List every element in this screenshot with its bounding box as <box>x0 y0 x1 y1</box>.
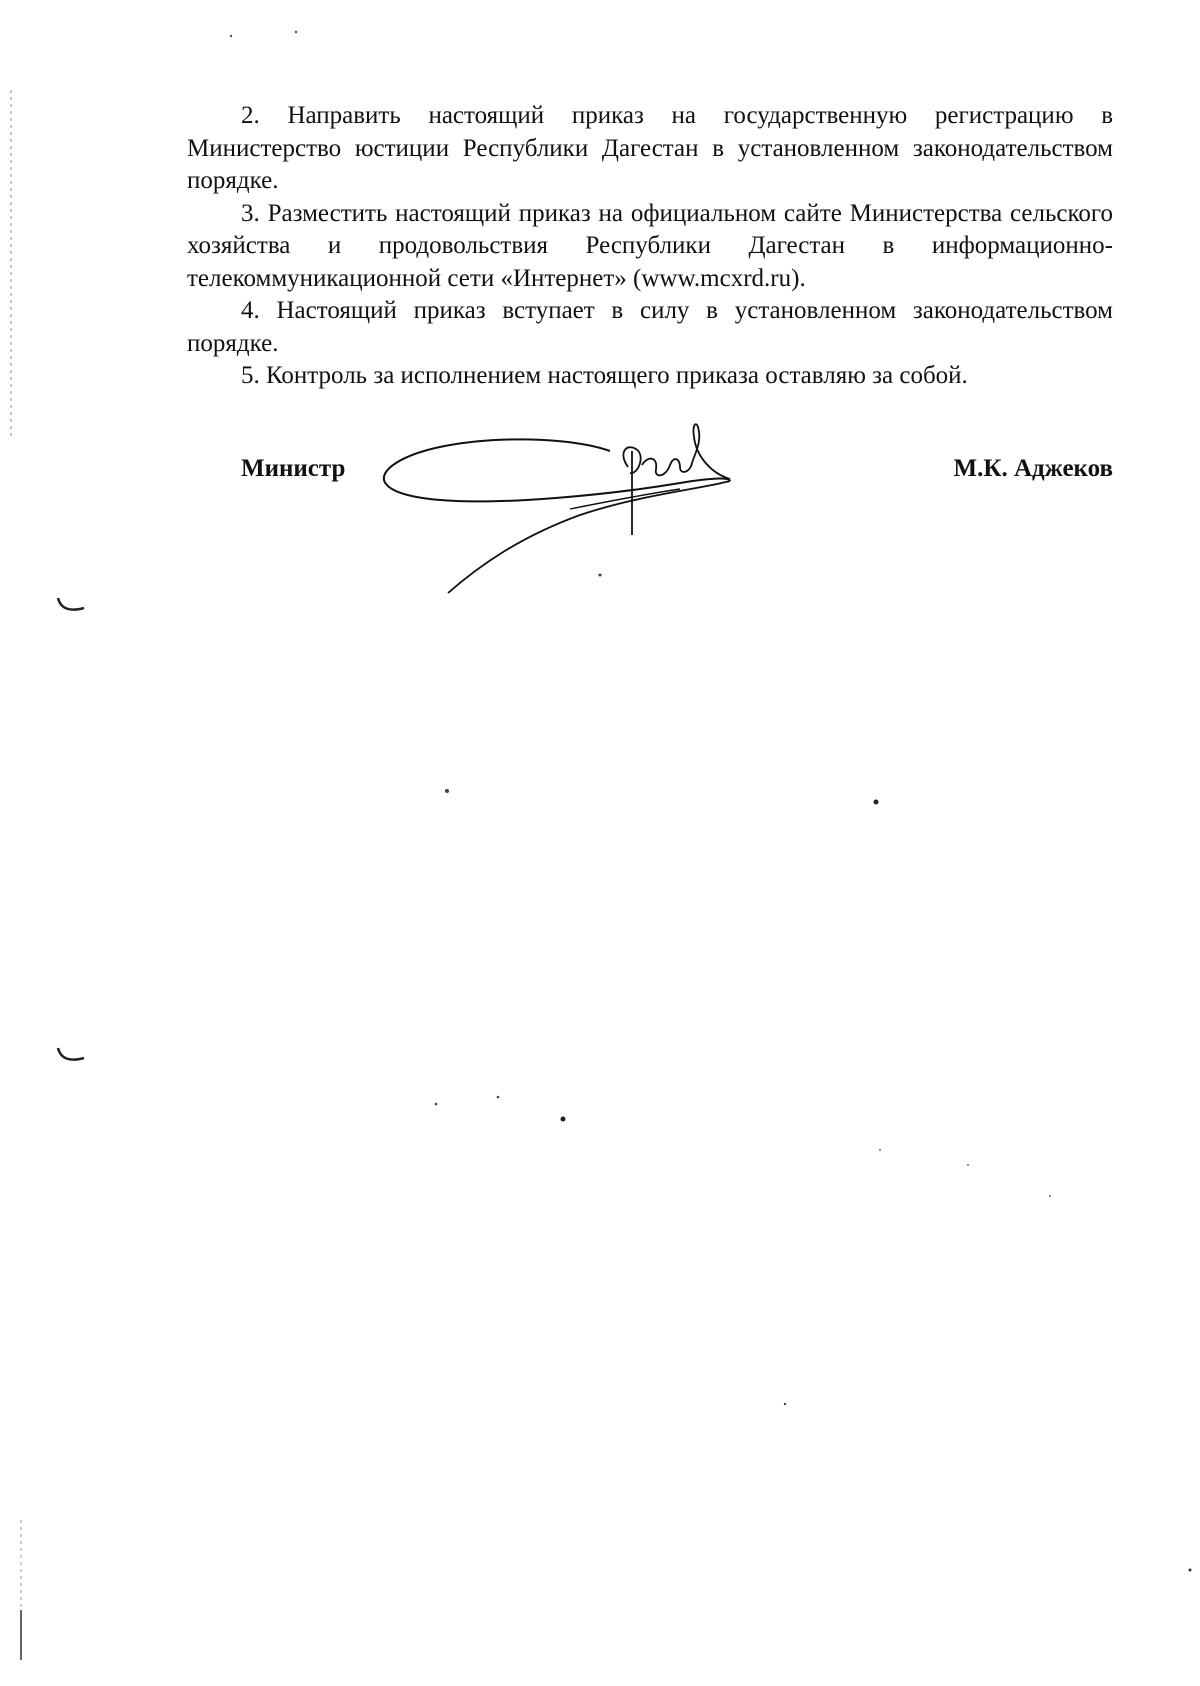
signatory-name: М.К. Аджеков <box>953 455 1113 482</box>
signatory-position: Министр <box>241 455 346 482</box>
paragraph-4: 4. Настоящий приказ вступает в силу в установленном законодательством порядке. <box>187 297 1113 357</box>
paragraph-3: 3. Разместить настоящий приказ на официальном сайте Министерства сельского хозяйства и продовольствия Республики Дагестан в информационно-телекоммуникационной сети «Интернет» (www.mcxrd.ru). <box>187 199 1113 292</box>
paragraph-5: 5. Контроль за исполнением настоящего приказа оставляю за собой. <box>241 362 968 389</box>
handwritten-signature <box>380 415 780 605</box>
paragraph-2: 2. Направить настоящий приказ на государственную регистрацию в Министерство юстиции Республики Дагестан в установленном законодательством порядке. <box>187 102 1113 194</box>
document-body <box>187 100 1113 393</box>
